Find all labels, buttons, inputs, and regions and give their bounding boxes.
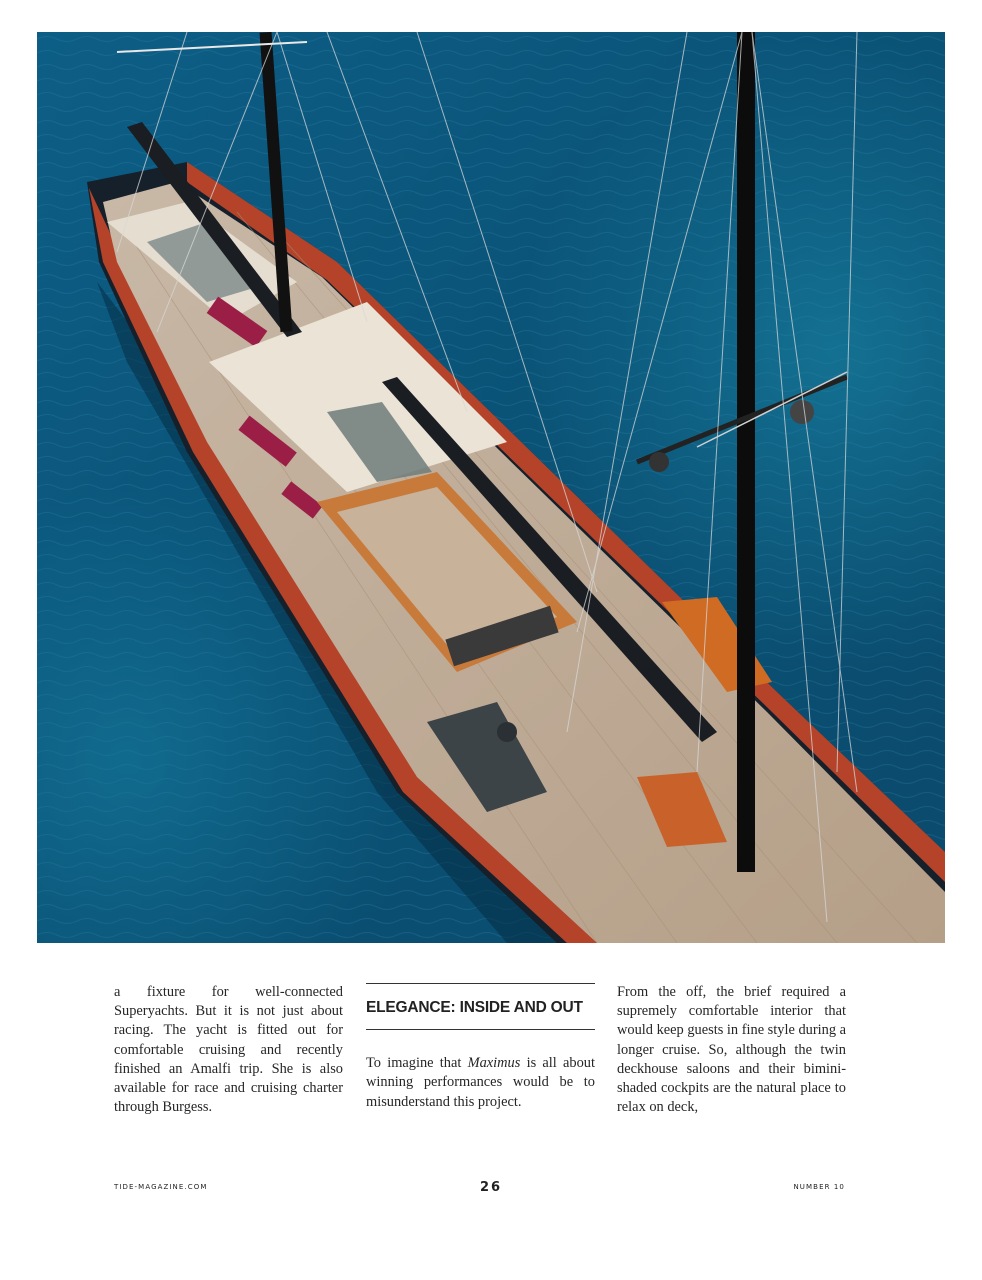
text-after: is all about winning performances would be to misunderstand this project.	[366, 1055, 595, 1110]
section-heading-rule	[366, 983, 595, 1030]
issue-number: NUMBER 10	[793, 1183, 845, 1191]
column-1-text: a fixture for well-connected Superyachts. But it is not just about racing. The yacht is fitted out for comfortable cruising and recently finished an Amalfi trip. She is also available for race and cruising charter through Burgess.	[114, 984, 343, 1116]
section-heading: ELEGANCE: INSIDE AND OUT	[366, 999, 583, 1016]
aerial-yacht-photo	[37, 32, 945, 943]
column-3-text: From the off, the brief required a supremely comfortable interior that would keep guests in fine style during a longer cruise. So, although the twin deckhouse saloons and their bimini-shaded cockpits are the natural place to relax on deck,	[617, 984, 847, 1116]
page-number: 26	[479, 1180, 503, 1195]
column-1	[114, 983, 343, 1117]
column-3	[617, 983, 846, 1117]
text-before: To imagine that	[366, 1055, 468, 1072]
column-2	[366, 983, 595, 1112]
column-2-text	[366, 1054, 595, 1112]
yacht-name-italic: Maximus	[467, 1055, 521, 1072]
footer-website: TIDE-MAGAZINE.COM	[114, 1183, 208, 1191]
